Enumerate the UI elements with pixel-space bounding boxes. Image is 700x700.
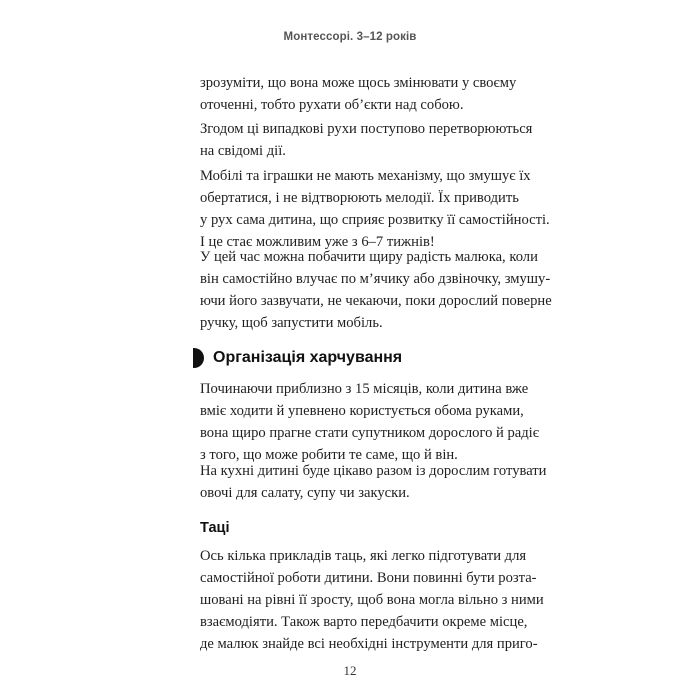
text-line: Починаючи приблизно з 15 місяців, коли дитина вже — [200, 381, 529, 397]
text-line: ручку, щоб запустити мобіль. — [200, 315, 383, 331]
section-paragraph-2 — [200, 460, 547, 504]
half-moon-icon — [193, 348, 204, 368]
text-line: у рух сама дитина, що сприяє розвитку її самостійності. — [200, 212, 550, 228]
text-line: де малюк знайде всі необхідні інструменти для приго- — [200, 636, 538, 652]
text-line: оточенні, тобто рухати об’єкти над собою. — [200, 97, 464, 113]
text-line: на свідомі дії. — [200, 143, 286, 159]
paragraph-4 — [200, 246, 552, 334]
text-line: самостійної роботи дитини. Вони повинні бути розта- — [200, 570, 537, 586]
text-line: овочі для салату, супу чи закуски. — [200, 485, 410, 501]
paragraph-1 — [200, 72, 517, 116]
text-line: У цей час можна побачити щиру радість малюка, коли — [200, 249, 538, 265]
text-line: На кухні дитині буде цікаво разом із дорослим готувати — [200, 463, 547, 479]
text-line: вміє ходити й упевнено користується обома руками, — [200, 403, 524, 419]
section-paragraph-1 — [200, 378, 540, 466]
subsection-title: Таці — [200, 520, 230, 536]
text-line: Ось кілька прикладів таць, які легко підготувати для — [200, 548, 527, 564]
text-line: він самостійно влучає по м’ячику або дзвіночку, змушу- — [200, 271, 551, 287]
text-line: Мобілі та іграшки не мають механізму, що змушує їх — [200, 168, 531, 184]
section-heading — [193, 346, 402, 370]
text-line: взаємодіяти. Також варто передбачити окреме місце, — [200, 614, 528, 630]
text-line: зрозуміти, що вона може щось змінювати у своєму — [200, 75, 517, 91]
text-line: шовані на рівні її зросту, щоб вона могла вільно з ними — [200, 592, 544, 608]
running-head: Монтессорі. 3–12 років — [283, 31, 417, 43]
section-title: Організація харчування — [213, 349, 403, 366]
text-line: обертатися, і не відтворюють мелодії. Їх приводить — [200, 190, 519, 206]
text-line: Згодом ці випадкові рухи поступово перетворюються — [200, 121, 533, 137]
paragraph-2 — [200, 118, 533, 162]
text-line: вона щиро прагне стати супутником дорослого й радіє — [200, 425, 540, 441]
text-line: ючи його зазвучати, не чекаючи, поки дорослий поверне — [200, 293, 552, 309]
page-number: 12 — [343, 663, 357, 678]
text-line: І це стає можливим уже з 6–7 тижнів! — [200, 234, 435, 250]
subsection-paragraph-1 — [200, 545, 544, 655]
text-line: з того, що може робити те саме, що й він. — [200, 447, 458, 463]
paragraph-3 — [200, 165, 550, 253]
